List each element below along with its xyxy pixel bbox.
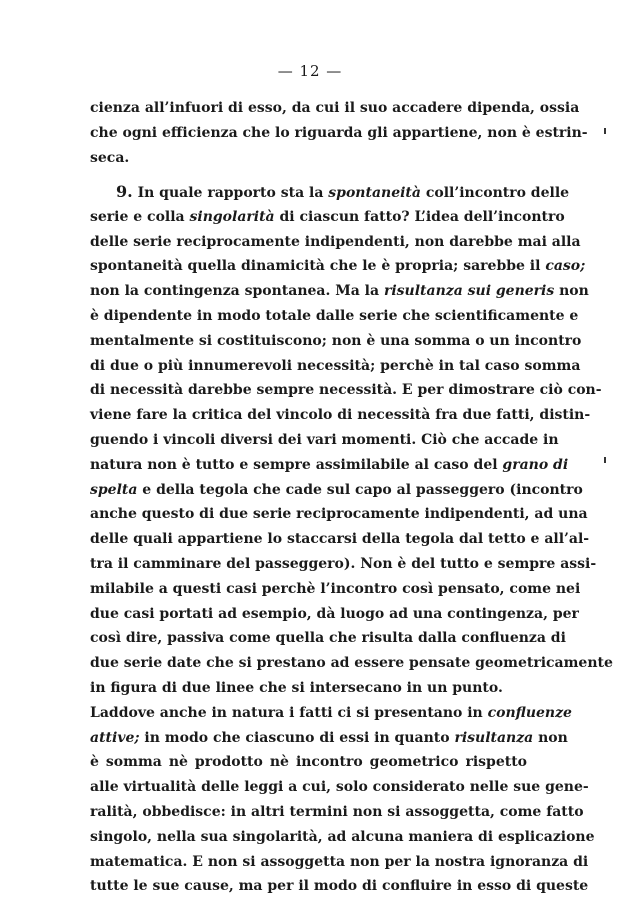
text-segment: delle quali appartiene lo staccarsi della tegola dal tetto e all’al- [90,531,590,548]
text-segment: è dipendente in modo totale dalle serie che scientificamente e [90,307,579,324]
italic-term: risultanza sui generis [383,283,555,300]
margin-mark [604,457,606,463]
text-segment: di necessità darebbe sempre necessità. E per dimostrare ciò con- [90,382,602,399]
italic-term: risultanza [454,729,534,746]
text-line [90,329,582,354]
text-line [90,453,569,478]
text-line [90,121,588,146]
text-segment: tra il camminare del passeggero). Non è del tutto e sempre assi- [90,555,597,572]
text-segment: tutte le sue cause, ma per il modo di confluire in esso di queste [90,878,589,895]
text-line [90,750,527,775]
text-line [90,602,579,627]
text-segment: di due o più innumerevoli necessità; perchè in tal caso somma [90,357,581,374]
text-line [90,626,566,651]
text-line [90,577,581,602]
text-segment: matematica. E non si assoggetta non per la nostra ignoranza di [90,853,589,870]
text-segment: non [554,283,589,300]
text-segment: non [533,729,568,746]
italic-term: spontaneità [328,185,421,201]
text-line [90,146,527,171]
text-segment: di ciascun fatto? L’idea dell’incontro [274,208,565,225]
text-line [90,775,589,800]
text-line [90,502,588,527]
text-segment: serie e colla [90,208,190,225]
text-line [90,825,595,850]
text-segment: alle virtualità delle leggi a cui, solo considerato nelle sue gene- [90,779,589,796]
text-line [90,180,570,205]
text-segment: coll’incontro delle [420,185,570,201]
text-line [90,478,583,503]
text-line [90,230,581,255]
text-line [90,701,572,726]
text-segment: milabile a questi casi perchè l’incontro così pensato, come nei [90,580,581,597]
text-segment: delle serie reciprocamente indipendenti, non darebbe mai alla [90,233,581,250]
text-line [90,552,597,577]
text-line [90,651,613,676]
continuation-paragraph [90,96,588,170]
text-line [90,874,589,899]
italic-term: attive; [90,729,140,746]
italic-term: caso; [545,258,586,275]
text-segment: e della tegola che cade sul capo al passeggero (incontro [137,481,583,498]
text-line [90,403,591,428]
text-line [90,279,589,304]
text-segment: seca. [90,149,130,166]
text-segment: in figura di due linee che si intersecano in un punto. [90,679,503,696]
text-line [90,428,559,453]
text-segment: natura non è tutto e sempre assimilabile al caso del [90,456,503,473]
text-line [90,676,527,701]
text-segment: cienza all’infuori di esso, da cui il suo accadere dipenda, ossia [90,100,580,116]
text-segment: ralità, obbedisce: in altri termini non si assoggetta, come fatto [90,803,584,820]
text-segment: singolo, nella sua singolarità, ad alcuna maniera di esplicazione [90,828,595,845]
italic-term: grano di [502,456,569,473]
text-segment: due casi portati ad esempio, dà luogo ad una contingenza, per [90,605,579,622]
text-segment: non la contingenza spontanea. Ma la [90,283,384,300]
text-segment: che ogni efficienza che lo riguarda gli appartiene, non è estrin- [90,124,588,141]
text-segment: Laddove anche in natura i fatti ci si presentano in [90,704,488,721]
page-number: — 12 — [277,62,343,80]
text-line [90,354,581,379]
text-line [90,254,586,279]
text-segment: due serie date che si prestano ad essere pensate geometricamente [90,655,613,672]
italic-term: confluenze [487,704,572,721]
text-line [90,527,590,552]
text-line [90,800,584,825]
italic-term: spelta [90,481,138,498]
text-segment: mentalmente si costituiscono; non è una somma o un incontro [90,332,582,349]
text-segment: In quale rapporto sta la [132,185,329,201]
text-segment: è somma nè prodotto nè incontro geometrico rispetto [90,754,527,771]
margin-mark [604,128,606,134]
text-segment: anche questo di due serie reciprocamente indipendenti, ad una [90,506,588,523]
section-9-paragraph [90,180,613,899]
text-line [90,726,568,751]
text-segment: spontaneità quella dinamicità che le è propria; sarebbe il [90,258,546,275]
text-line [90,205,565,230]
italic-term: singolarità [189,208,275,225]
text-segment: così dire, passiva come quella che risulta dalla confluenza di [90,630,566,647]
text-segment: guendo i vincoli diversi dei vari momenti. Ciò che accade in [90,431,559,448]
text-segment: in modo che ciascuno di essi in quanto [139,729,455,746]
text-line [90,850,589,875]
text-line [90,378,602,403]
text-line [90,304,579,329]
section-number: 9. [116,182,133,201]
text-segment: viene fare la critica del vincolo di necessità fra due fatti, distin- [90,407,591,424]
text-line [90,96,580,121]
